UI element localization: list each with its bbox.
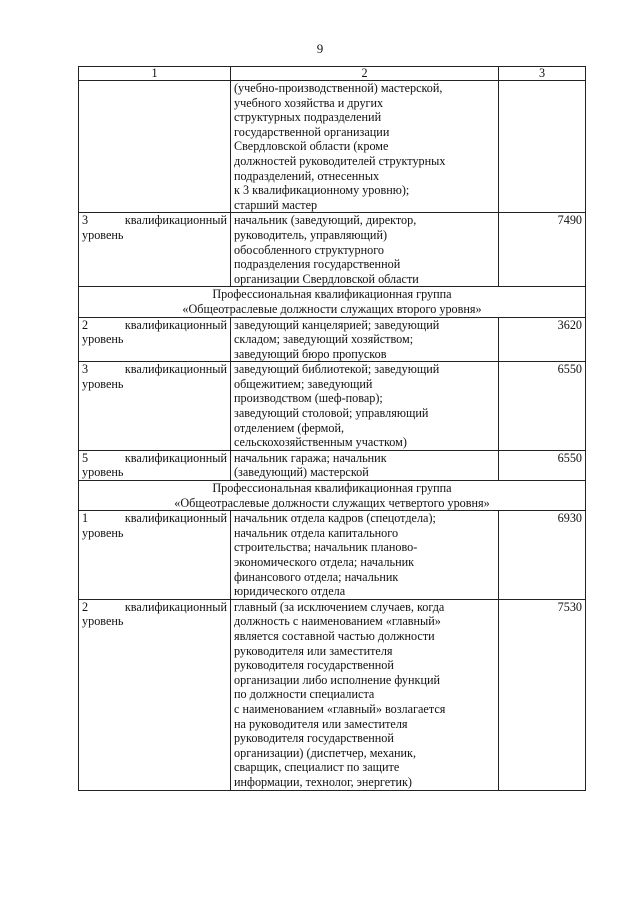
position-cell: начальник (заведующий, директор, руководитель, управляющий) обособленного структурного подразделения государственной организации Свердловской области bbox=[231, 213, 499, 287]
group-title bbox=[79, 287, 586, 317]
salary-cell: 6550 bbox=[499, 362, 586, 451]
level-suffix: уровень bbox=[82, 227, 124, 242]
table-row bbox=[79, 450, 586, 480]
salary-cell bbox=[499, 81, 586, 213]
level-number: 3 bbox=[82, 213, 89, 228]
qualification-level-line bbox=[82, 318, 227, 333]
qualification-level-cell bbox=[79, 362, 231, 451]
table-body bbox=[79, 67, 586, 791]
level-suffix: уровень bbox=[82, 332, 124, 347]
position-cell: начальник гаража; начальник (заведующий) мастерской bbox=[231, 450, 499, 480]
position-cell: главный (за исключением случаев, когда должность с наименованием «главный» является составной частью должности руководителя или заместителя руководителя государственной организации либо исполнение функций по должности специалиста с наименованием «главный» возлагается на руководителя или заместителя руководителя государственной организации) (диспетчер, механик, сварщик, специалист по защите информации, технолог, энергетик) bbox=[231, 599, 499, 790]
group-title-line: «Общеотраслевые должности служащих второго уровня» bbox=[182, 301, 482, 316]
table-row bbox=[79, 317, 586, 362]
salary-table bbox=[78, 66, 586, 791]
position-cell: заведующий библиотекой; заведующий общежитием; заведующий производством (шеф-повар); заведующий столовой; управляющий отделением (фермой, сельскохозяйственным участком) bbox=[231, 362, 499, 451]
page-number: 9 bbox=[316, 41, 324, 56]
qualification-level-line bbox=[82, 511, 227, 526]
level-word: квалификационный bbox=[124, 362, 227, 377]
header-cell: 2 bbox=[231, 67, 499, 81]
qualification-level-cell bbox=[79, 450, 231, 480]
table-row bbox=[79, 599, 586, 790]
level-word: квалификационный bbox=[124, 450, 227, 465]
level-word: квалификационный bbox=[124, 213, 227, 228]
qualification-level-line bbox=[82, 600, 227, 615]
qualification-level-cell bbox=[79, 317, 231, 362]
level-suffix: уровень bbox=[82, 614, 124, 629]
header-cell: 3 bbox=[499, 67, 586, 81]
table-header-row bbox=[79, 67, 586, 81]
qualification-level-cell bbox=[79, 81, 231, 213]
group-title bbox=[79, 481, 586, 511]
level-suffix: уровень bbox=[82, 465, 124, 480]
level-number: 3 bbox=[82, 362, 89, 377]
table-row bbox=[79, 511, 586, 600]
level-word: квалификационный bbox=[124, 317, 227, 332]
header-cell: 1 bbox=[79, 67, 231, 81]
salary-cell: 7490 bbox=[499, 213, 586, 287]
qualification-level-cell bbox=[79, 599, 231, 790]
qualification-level-line bbox=[82, 451, 227, 466]
level-number: 1 bbox=[82, 511, 89, 526]
level-suffix: уровень bbox=[82, 376, 124, 391]
qualification-level-cell bbox=[79, 511, 231, 600]
table-row bbox=[79, 362, 586, 451]
level-word: квалификационный bbox=[124, 599, 227, 614]
level-number: 2 bbox=[82, 599, 89, 614]
position-cell: заведующий канцелярией; заведующий складом; заведующий хозяйством; заведующий бюро пропусков bbox=[231, 317, 499, 362]
salary-cell: 7530 bbox=[499, 599, 586, 790]
group-title-line: Профессиональная квалификационная группа bbox=[212, 481, 452, 496]
level-number: 2 bbox=[82, 317, 89, 332]
group-row bbox=[79, 287, 586, 317]
level-number: 5 bbox=[82, 450, 89, 465]
position-cell: (учебно-производственной) мастерской, учебного хозяйства и других структурных подразделений государственной организации Свердловской области (кроме должностей руководителей структурных подразделений, отнесенных к 3 квалификационному уровню); старший мастер bbox=[231, 81, 499, 213]
group-title-line: Профессиональная квалификационная группа bbox=[212, 287, 452, 302]
qualification-level-line bbox=[82, 362, 227, 377]
salary-cell: 6930 bbox=[499, 511, 586, 600]
group-title-line: «Общеотраслевые должности служащих четвертого уровня» bbox=[174, 495, 490, 510]
table-row bbox=[79, 81, 586, 213]
qualification-level-cell bbox=[79, 213, 231, 287]
group-row bbox=[79, 481, 586, 511]
salary-cell: 3620 bbox=[499, 317, 586, 362]
qualification-level-line bbox=[82, 213, 227, 228]
table-row bbox=[79, 213, 586, 287]
level-suffix: уровень bbox=[82, 525, 124, 540]
level-word: квалификационный bbox=[124, 511, 227, 526]
salary-cell: 6550 bbox=[499, 450, 586, 480]
position-cell: начальник отдела кадров (спецотдела); начальник отдела капитального строительства; начальник планово- экономического отдела; начальник финансового отдела; начальник юридического отдела bbox=[231, 511, 499, 600]
